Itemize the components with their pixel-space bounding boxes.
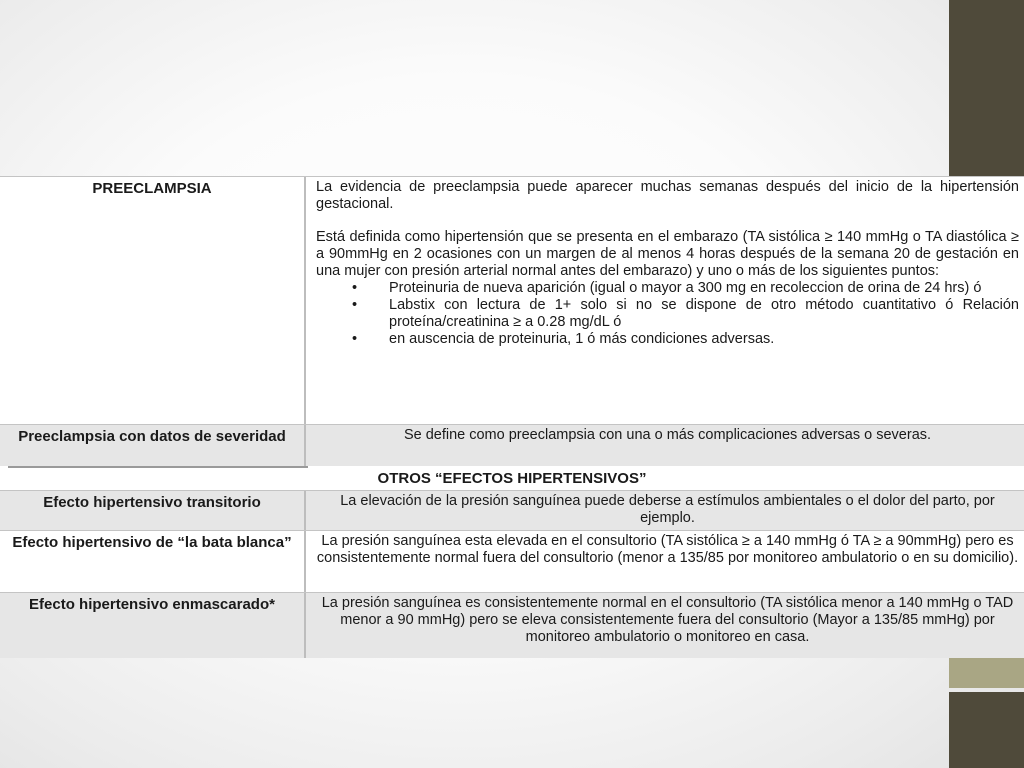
accent-bar-bottom	[949, 692, 1024, 768]
bullet-icon: •	[352, 297, 358, 313]
list-item-text: Proteinuria de nueva aparición (igual o mayor a 300 mg en recoleccion de orina de 24 hrs) ó	[389, 280, 982, 296]
table-row-severity	[0, 424, 1024, 466]
term-label: Preeclampsia con datos de severidad	[18, 428, 286, 445]
definition-cell	[308, 593, 1024, 658]
definition-cell	[308, 531, 1024, 592]
table-row-transient-effect	[0, 490, 1024, 530]
criteria-list	[316, 280, 1019, 348]
term-label: Efecto hipertensivo enmascarado*	[29, 596, 275, 613]
list-item	[316, 297, 1019, 331]
definition-text: La presión sanguínea esta elevada en el consultorio (TA sistólica ≥ a 140 mmHg ó TA ≥ a 90mmHg) pero es consistentemente normal fuera del consultorio (menor a 135/85 por monitoreo ambulatorio o en su domicilio).	[316, 533, 1019, 566]
bullet-icon: •	[352, 331, 358, 347]
bullet-icon: •	[352, 280, 358, 296]
term-cell	[0, 491, 306, 530]
definitions-table	[0, 176, 1024, 658]
definition-text: La presión sanguínea es consistentemente normal en el consultorio (TA sistólica menor a 140 mmHg o TAD menor a 90 mmHg) pero se eleva consistentemente fuera del consultorio (Mayor a 135/85 mmHg) por monitoreo ambulatorio o monitoreo en casa.	[321, 595, 1014, 645]
term-cell	[0, 425, 306, 466]
divider	[8, 466, 308, 468]
list-item	[316, 280, 1019, 297]
list-item-text: Labstix con lectura de 1+ solo si no se dispone de otro método cuantitativo ó Relación proteína/creatinina ≥ a 0.28 mg/dL ó	[389, 297, 1019, 330]
table-row-white-coat-effect	[0, 530, 1024, 592]
definition-cell	[308, 425, 1024, 466]
term-label: PREECLAMPSIA	[92, 180, 212, 197]
definition-cell	[308, 177, 1024, 424]
term-cell	[0, 531, 306, 592]
definition-text: La elevación de la presión sanguínea puede deberse a estímulos ambientales o el dolor del parto, por ejemplo.	[340, 493, 995, 526]
table-row-preeclampsia	[0, 176, 1024, 424]
accent-stripe	[949, 658, 1024, 688]
list-item-text: en auscencia de proteinuria, 1 ó más condiciones adversas.	[389, 331, 775, 347]
accent-bar-top	[949, 0, 1024, 176]
list-item	[316, 331, 1019, 348]
definition-cell	[308, 491, 1024, 530]
term-label: Efecto hipertensivo transitorio	[43, 494, 261, 511]
definition-paragraph: La evidencia de preeclampsia puede aparecer muchas semanas después del inicio de la hipertensión gestacional.	[316, 179, 1019, 212]
table-row-masked-effect	[0, 592, 1024, 658]
section-header: OTROS “EFECTOS HIPERTENSIVOS”	[377, 470, 647, 487]
term-cell	[0, 177, 306, 424]
definition-text: Se define como preeclampsia con una o más complicaciones adversas o severas.	[403, 427, 932, 443]
term-label: Efecto hipertensivo de “la bata blanca”	[12, 534, 292, 551]
definition-paragraph: Está definida como hipertensión que se presenta en el embarazo (TA sistólica ≥ 140 mmHg o TA diastólica ≥ a 90mmHg en 2 ocasiones con un margen de al menos 4 horas después de la semana 20 de gestación en una mujer con presión arterial normal antes del embarazo) y uno o más de los siguientes puntos:	[316, 229, 1019, 279]
term-cell	[0, 593, 306, 658]
